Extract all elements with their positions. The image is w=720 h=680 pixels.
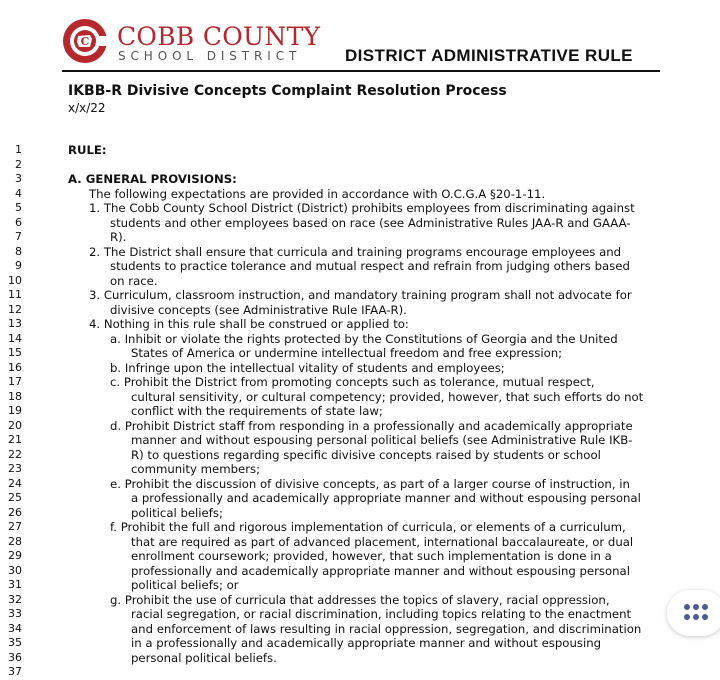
document-line: [0, 549, 720, 564]
logo-subtitle: SCHOOL DISTRICT: [118, 49, 302, 63]
document-line: [0, 187, 720, 202]
line-number: 17: [8, 375, 22, 388]
header-divider: [62, 70, 660, 72]
document-line: [0, 375, 720, 390]
document-line: [0, 201, 720, 216]
line-number: 30: [8, 563, 22, 577]
line-number: 11: [8, 288, 22, 301]
line-number: 18: [8, 389, 22, 403]
cobb-county-logo-icon: [62, 18, 108, 64]
document-line: [0, 477, 720, 492]
document-line: [0, 607, 720, 622]
document-line: [0, 462, 720, 477]
line-number: 28: [8, 534, 22, 548]
document-line: [0, 361, 720, 376]
line-number: 16: [8, 360, 22, 374]
document-line: [0, 143, 720, 158]
document-line: [0, 665, 720, 680]
line-number: 15: [8, 346, 22, 359]
line-text: professionally and academically appropriate manner and without espousing personal: [131, 563, 630, 578]
line-text: The following expectations are provided in accordance with O.C.G.A §20-1-11.: [89, 186, 546, 201]
document-line: [0, 535, 720, 550]
document-line: [0, 158, 720, 173]
line-number: 31: [8, 578, 22, 591]
document-line: [0, 520, 720, 535]
line-text: e. Prohibit the discussion of divisive concepts, as part of a larger course of instruction, in: [110, 476, 630, 491]
line-number: 4: [15, 186, 22, 200]
line-text: students to practice tolerance and mutual respect and refrain from judging others based: [110, 259, 630, 273]
document-line: [0, 491, 720, 506]
logo-wordmark: COBB COUNTY: [117, 22, 321, 51]
document-line: [0, 636, 720, 651]
line-number: 29: [8, 549, 22, 562]
document-line: [0, 303, 720, 318]
line-text: f. Prohibit the full and rigorous implementation of curricula, or elements of a curriculum,: [110, 520, 626, 534]
document-line: [0, 651, 720, 666]
line-number: 25: [8, 491, 22, 504]
line-number: 10: [8, 273, 22, 287]
line-text: divisive concepts (see Administrative Rule IFAA-R).: [110, 302, 407, 317]
line-number: 37: [8, 665, 22, 678]
line-number: 33: [8, 607, 22, 620]
line-number: 1: [15, 143, 22, 156]
line-number: 34: [8, 621, 22, 635]
document-line: [0, 274, 720, 289]
line-number: 14: [8, 331, 22, 345]
document-date: x/x/22: [68, 101, 106, 115]
line-text: in a professionally and academically appropriate manner and without espousing: [131, 636, 602, 650]
line-text: political beliefs;: [131, 505, 223, 520]
document-line: [0, 448, 720, 463]
document-line: [0, 564, 720, 579]
document-line: [0, 346, 720, 361]
line-text: a. Inhibit or violate the rights protected by the Constitutions of Georgia and the United: [110, 331, 618, 346]
line-number: 8: [15, 244, 22, 258]
line-text: b. Infringe upon the intellectual vitality of students and employees;: [110, 360, 505, 375]
document-line: [0, 506, 720, 521]
line-text: manner and without espousing personal political beliefs (see Administrative Rule IKB-: [131, 433, 633, 447]
line-text: States of America or undermine intellectual freedom and free expression;: [131, 346, 563, 360]
svg-text:C: C: [80, 35, 90, 48]
document-line: [0, 172, 720, 187]
line-number: 9: [15, 259, 22, 272]
line-number: 26: [8, 505, 22, 519]
line-text: students and other employees based on race (see Administrative Rules JAA-R and GAAA-: [110, 215, 631, 230]
document-line: [0, 288, 720, 303]
line-number: 24: [8, 476, 22, 490]
line-text: personal political beliefs.: [131, 650, 277, 665]
line-text: a professionally and academically appropriate manner and without espousing personal: [131, 491, 641, 505]
document-line: [0, 317, 720, 332]
document-line: [0, 578, 720, 593]
line-text: RULE:: [68, 143, 107, 157]
line-text: d. Prohibit District staff from responding in a professionally and academically appropriate: [110, 418, 633, 433]
line-text: political beliefs; or: [131, 578, 239, 592]
line-number: 27: [8, 520, 22, 533]
line-number: 23: [8, 462, 22, 475]
line-text: A. GENERAL PROVISIONS:: [68, 172, 237, 186]
line-number: 36: [8, 650, 22, 664]
document-line: [0, 216, 720, 231]
line-text: community members;: [131, 462, 261, 476]
line-text: 4. Nothing in this rule shall be construed or applied to:: [89, 317, 409, 331]
line-text: that are required as part of advanced placement, international baccalaureate, or dual: [131, 534, 634, 549]
floating-menu-button[interactable]: [667, 590, 720, 636]
line-text: 2. The District shall ensure that curricula and training programs encourage employees and: [89, 244, 622, 259]
line-number: 6: [15, 215, 22, 229]
document-line: [0, 259, 720, 274]
line-number: 19: [8, 404, 22, 417]
rule-heading: DISTRICT ADMINISTRATIVE RULE: [345, 46, 633, 65]
line-number: 21: [8, 433, 22, 446]
line-text: 1. The Cobb County School District (District) prohibits employees from discriminating against: [89, 201, 635, 215]
line-number: 7: [15, 230, 22, 243]
document-title: IKBB-R Divisive Concepts Complaint Resolution Process: [68, 83, 507, 99]
line-text: g. Prohibit the use of curricula that addresses the topics of slavery, racial oppression,: [110, 592, 610, 607]
document-line: [0, 332, 720, 347]
document-line: [0, 230, 720, 245]
line-text: cultural sensitivity, or cultural competency; provided, however, that such efforts do not: [131, 389, 644, 404]
line-number: 32: [8, 592, 22, 606]
line-number: 3: [15, 172, 22, 185]
line-text: c. Prohibit the District from promoting concepts such as tolerance, mutual respect,: [110, 375, 595, 389]
line-number: 35: [8, 636, 22, 649]
line-text: enrollment coursework; provided, however, that such implementation is done in a: [131, 549, 612, 563]
line-text: and enforcement of laws resulting in racial oppression, segregation, and discrimination: [131, 621, 642, 636]
document-line: [0, 245, 720, 260]
line-text: racial segregation, or racial discrimination, including topics relating to the enactment: [131, 607, 632, 621]
document-line: [0, 419, 720, 434]
line-number: 13: [8, 317, 22, 330]
document-line: [0, 404, 720, 419]
line-number: 5: [15, 201, 22, 214]
line-text: conflict with the requirements of state law;: [131, 404, 383, 418]
line-text: on race.: [110, 273, 158, 288]
document-line: [0, 622, 720, 637]
document-line: [0, 593, 720, 608]
line-number: 12: [8, 302, 22, 316]
document-body: [0, 143, 720, 680]
document-header: [0, 0, 720, 80]
line-number: 2: [15, 157, 22, 171]
line-number: 20: [8, 418, 22, 432]
line-number: 22: [8, 447, 22, 461]
line-text: 3. Curriculum, classroom instruction, and mandatory training program shall not advocate for: [89, 288, 632, 302]
line-text: R).: [110, 230, 127, 244]
document-line: [0, 390, 720, 405]
document-line: [0, 433, 720, 448]
line-text: R) to questions regarding specific divisive concepts raised by students or school: [131, 447, 601, 462]
